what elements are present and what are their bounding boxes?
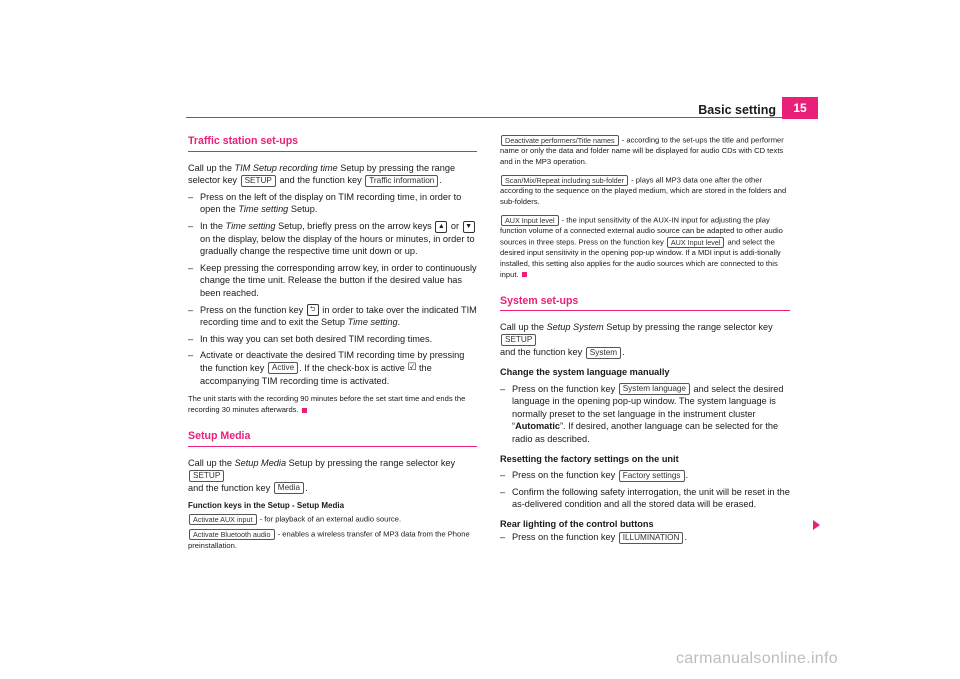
traffic-intro: Call up the TIM Setup recording time Setup by pressing the range selector key SETUP and the function key Traffic information .: [188, 162, 456, 186]
section-title-media: Setup Media: [188, 430, 477, 447]
key-aux-input-level: AUX Input level: [667, 237, 725, 248]
list-item: – Press on the function key System language and select the desired language in the opening pop-up window. The system language is normally preset to the set language in the instrument cluster “Automatic”. If desired, another language can be selected for the radio as described.: [500, 383, 784, 444]
section-title-system: System set-ups: [500, 295, 790, 312]
system-intro: Call up the Setup System Setup by pressing the range selector key SETUP and the function key System .: [500, 322, 773, 358]
list-item: – Keep pressing the corresponding arrow key, in order to continuously change the time unit. Release the button if the desired value has been reached.: [188, 262, 477, 298]
list-item: – Press on the function key ⮌ in order to take over the indicated TIM recording time and to exit the Setup Time setting.: [188, 304, 477, 328]
scan-desc: Scan/Mix/Repeat including sub-folder - plays all MP3 data one after the other according to the sequence on the played medium, which are stored in the folders and sub-folders.: [500, 175, 787, 206]
list-item: – Press on the function key Factory settings .: [500, 470, 689, 481]
media-aux-desc: Activate AUX input - for playback of an external audio source.: [188, 514, 477, 525]
page-header-title: Basic setting: [698, 103, 776, 117]
heading-rear-lighting: Rear lighting of the control buttons: [500, 518, 654, 529]
key-deactivate-performers: Deactivate performers/Title names: [501, 135, 619, 146]
key-system: System: [586, 347, 621, 359]
key-setup: SETUP: [501, 334, 536, 346]
key-factory-settings: Factory settings: [619, 470, 685, 482]
media-bt-desc: Activate Bluetooth audio - enables a wireless transfer of MP3 data from the Phone preinstallation.: [188, 529, 470, 550]
page-number: 15: [782, 97, 818, 119]
key-system-language: System language: [619, 383, 690, 395]
deactivate-desc: Deactivate performers/Title names - according to the set-ups the title and performer name or only the data and folder name will be displayed for audio CDs with CD texts and in the MP3 operation.: [500, 135, 784, 167]
key-media: Media: [274, 482, 304, 494]
heading-change-language: Change the system language manually: [500, 366, 670, 377]
watermark: carmanualsonline.info: [676, 650, 838, 667]
traffic-note: The unit starts with the recording 90 minutes before the set start time and ends the recording 30 minutes afterwards.: [188, 394, 466, 415]
key-active: Active: [268, 362, 298, 374]
media-subheading: Function keys in the Setup - Setup Media: [188, 501, 345, 511]
left-column: [188, 135, 477, 551]
header-divider: [186, 117, 786, 118]
back-icon: ⮌: [307, 304, 319, 316]
key-activate-aux-input: Activate AUX input: [189, 514, 257, 525]
right-column: [500, 135, 790, 544]
list-item: – Activate or deactivate the desired TIM recording time by pressing the function key Active . If the check-box is active ☑ the accompanying TIM recording time is activated.: [188, 350, 465, 386]
checkbox-checked-icon: ☑: [407, 362, 417, 374]
section-title-traffic: Traffic station set-ups: [188, 135, 477, 152]
end-marker-icon: [522, 272, 527, 277]
end-marker-icon: [302, 408, 307, 413]
key-traffic-information: Traffic information: [365, 175, 438, 187]
list-item: – Confirm the following safety interrogation, the unit will be reset in the as-delivered condition and all the stored data will be erased.: [500, 486, 790, 510]
aux-level-desc: AUX Input level - the input sensitivity of the AUX-IN input for adjusting the play function volume of a connected external audio source can be adapted to other audio sources in three steps. Press on the function key AUX Input level and select the desired input sensitivity in the opening pop-up window. If a MDI input is addi-tionally installed, this setting also applies for the audio sources which are connected to this input.: [500, 215, 783, 279]
arrow-up-icon: ▲: [435, 221, 447, 233]
list-item: – In the Time setting Setup, briefly press on the arrow keys ▲ or ▼ on the display, below the display of the hours or minutes, in order to gradually change the respective time unit down or up.: [188, 220, 475, 257]
arrow-down-icon: ▼: [463, 221, 475, 233]
key-illumination: ILLUMINATION: [619, 532, 684, 544]
heading-reset: Resetting the factory settings on the unit: [500, 453, 679, 464]
key-setup: SETUP: [241, 175, 276, 187]
next-page-arrow-icon: [813, 520, 820, 530]
media-intro: Call up the Setup Media Setup by pressing the range selector key SETUP and the function key Media .: [188, 457, 456, 493]
key-aux-input-level: AUX Input level: [501, 215, 559, 226]
list-item: – Press on the left of the display on TIM recording time, in order to open the Time setting Setup.: [188, 191, 462, 215]
list-item: – Press on the function key ILLUMINATION .: [500, 532, 687, 543]
list-item: – In this way you can set both desired TIM recording times.: [188, 333, 433, 344]
key-scan-mix-repeat: Scan/Mix/Repeat including sub-folder: [501, 175, 628, 186]
key-setup: SETUP: [189, 470, 224, 482]
key-activate-bluetooth-audio: Activate Bluetooth audio: [189, 529, 275, 540]
